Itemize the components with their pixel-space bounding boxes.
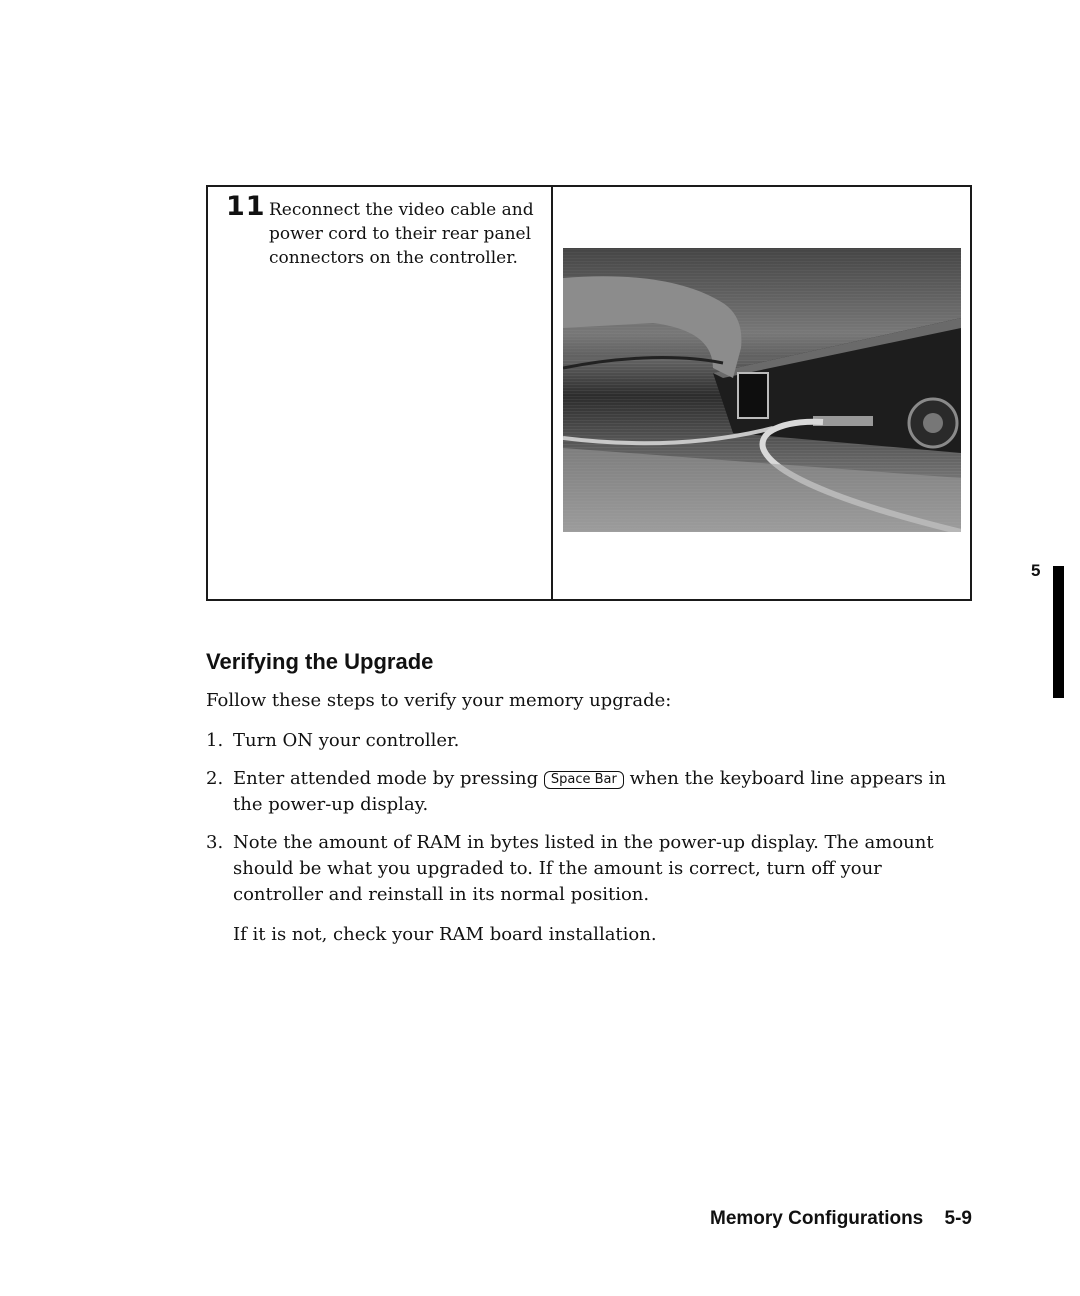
step-instruction: Reconnect the video cable and power cord to their rear panel connectors on the controller. — [269, 200, 534, 268]
controller-rear-panel-photo — [563, 248, 961, 532]
space-bar-key: Space Bar — [544, 771, 624, 789]
footer-title: Memory Configurations — [710, 1208, 924, 1229]
section-title: Verifying the Upgrade — [206, 649, 434, 674]
list-item-text-before-key: Enter attended mode by pressing — [233, 768, 539, 789]
step-photo-cell — [553, 187, 970, 599]
list-item — [206, 766, 966, 818]
section-intro: Follow these steps to verify your memory upgrade: — [206, 690, 672, 711]
list-item-note: If it is not, check your RAM board installation. — [233, 924, 657, 945]
list-item-number: 1. — [206, 730, 224, 751]
list-item-number: 2. — [206, 768, 224, 789]
photo-fan-hub — [923, 413, 943, 433]
verification-steps-list — [206, 728, 966, 960]
page-number: 5-9 — [944, 1208, 972, 1229]
list-item — [206, 830, 966, 948]
list-item-text: Turn ON your controller. — [233, 730, 460, 751]
chapter-tab-number: 5 — [1031, 561, 1041, 580]
step-text-cell — [208, 187, 553, 599]
photo-plug — [738, 373, 768, 418]
page-footer — [710, 1208, 972, 1230]
chapter-tab-bar — [1053, 566, 1064, 698]
photo-dark-cable — [563, 358, 723, 368]
photo-illustration — [563, 248, 961, 532]
list-item-text-after-key: when the keyboard line appears in the power-up display. — [233, 768, 946, 815]
step-number: 11 — [226, 191, 266, 222]
list-item-text: Note the amount of RAM in bytes listed in the power-up display. The amount should be what you upgraded to. If the amount is correct, turn off your controller and reinstall in its normal position. — [233, 832, 934, 905]
step-box — [206, 185, 972, 601]
list-item — [206, 728, 966, 754]
photo-desk — [563, 448, 961, 532]
list-item-number: 3. — [206, 832, 224, 853]
